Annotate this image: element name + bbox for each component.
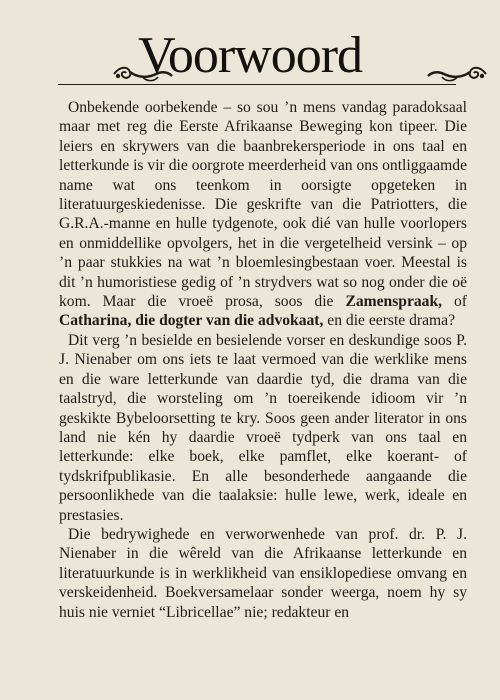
paragraph	[59, 98, 467, 331]
paragraph-text: of	[442, 293, 468, 311]
right-flourish-ornament	[426, 64, 488, 84]
paragraph	[59, 331, 467, 525]
paragraph	[59, 525, 467, 622]
bold-title-text: Zamenspraak,	[345, 293, 443, 311]
paragraph-text: Onbekende oorbekende – so sou ’n mens vandag paradoksaal maar met reg die Eerste Afrikaanse Beweging kon tipeer. Die leiers en skrywers van die baanbrekersperiode in ons taal en letterkunde is vir die oorgrote meerderheid van ons ontliggaamde name wat ons teenkom in oorsigte opgeteken in literatuurgeskiedenisse. Die geskrifte van die Patriotters, die G.R.A.-manne en hulle tydgenote, ook dié van hulle voorlopers en onmiddellike opvolgers, het in die vergetelheid versink – op ’n paar stukkies na wat ’n bloemlesingbestaan voer. Meestal is dit ’n humoristiese gedig of ’n strydvers wat so nog onder die oë kom. Maar die vroeë prosa, soos die	[59, 99, 467, 311]
paragraph-text: Dit verg ’n besielde en besielende vorser en deskundige soos P. J. Nienaber om ons iets te laat vermoed van die werklike mens en die ware letterkunde van daardie tyd, die drama van die taalstryd, die worsteling om ’n toereikende idioom vir ’n geskikte Bybeloorsetting te kry. Soos geen ander literator in ons land nie kén hy daardie vroeë tydperk van ons taal en letterkunde: elke boek, elke pamflet, elke koerant- of tydskrifpublikasie. En alle besonderhede aangaande die persoonlikhede van die taalaksie: hulle lewe, werk, ideale en prestasies.	[59, 331, 467, 524]
paragraph-text: Die bedrywighede en verworwenhede van prof. dr. P. J. Nienaber in die wêreld van die Afrikaanse letterkunde en literatuurkunde is in werklikheid van ensiklopediese omvang en verskeidenheid. Boekversamelaar sonder weerga, noem hy sy huis nie verniet “Libricellae” nie; redakteur en	[59, 525, 467, 621]
page-title: Voorwoord	[137, 27, 363, 84]
heading-block	[0, 22, 500, 100]
foreword-body	[59, 98, 467, 622]
paragraph-text: en die eerste drama?	[323, 312, 456, 330]
title-rule	[58, 84, 456, 85]
bold-title-text: Catharina, die dogter van die advokaat,	[59, 312, 324, 330]
